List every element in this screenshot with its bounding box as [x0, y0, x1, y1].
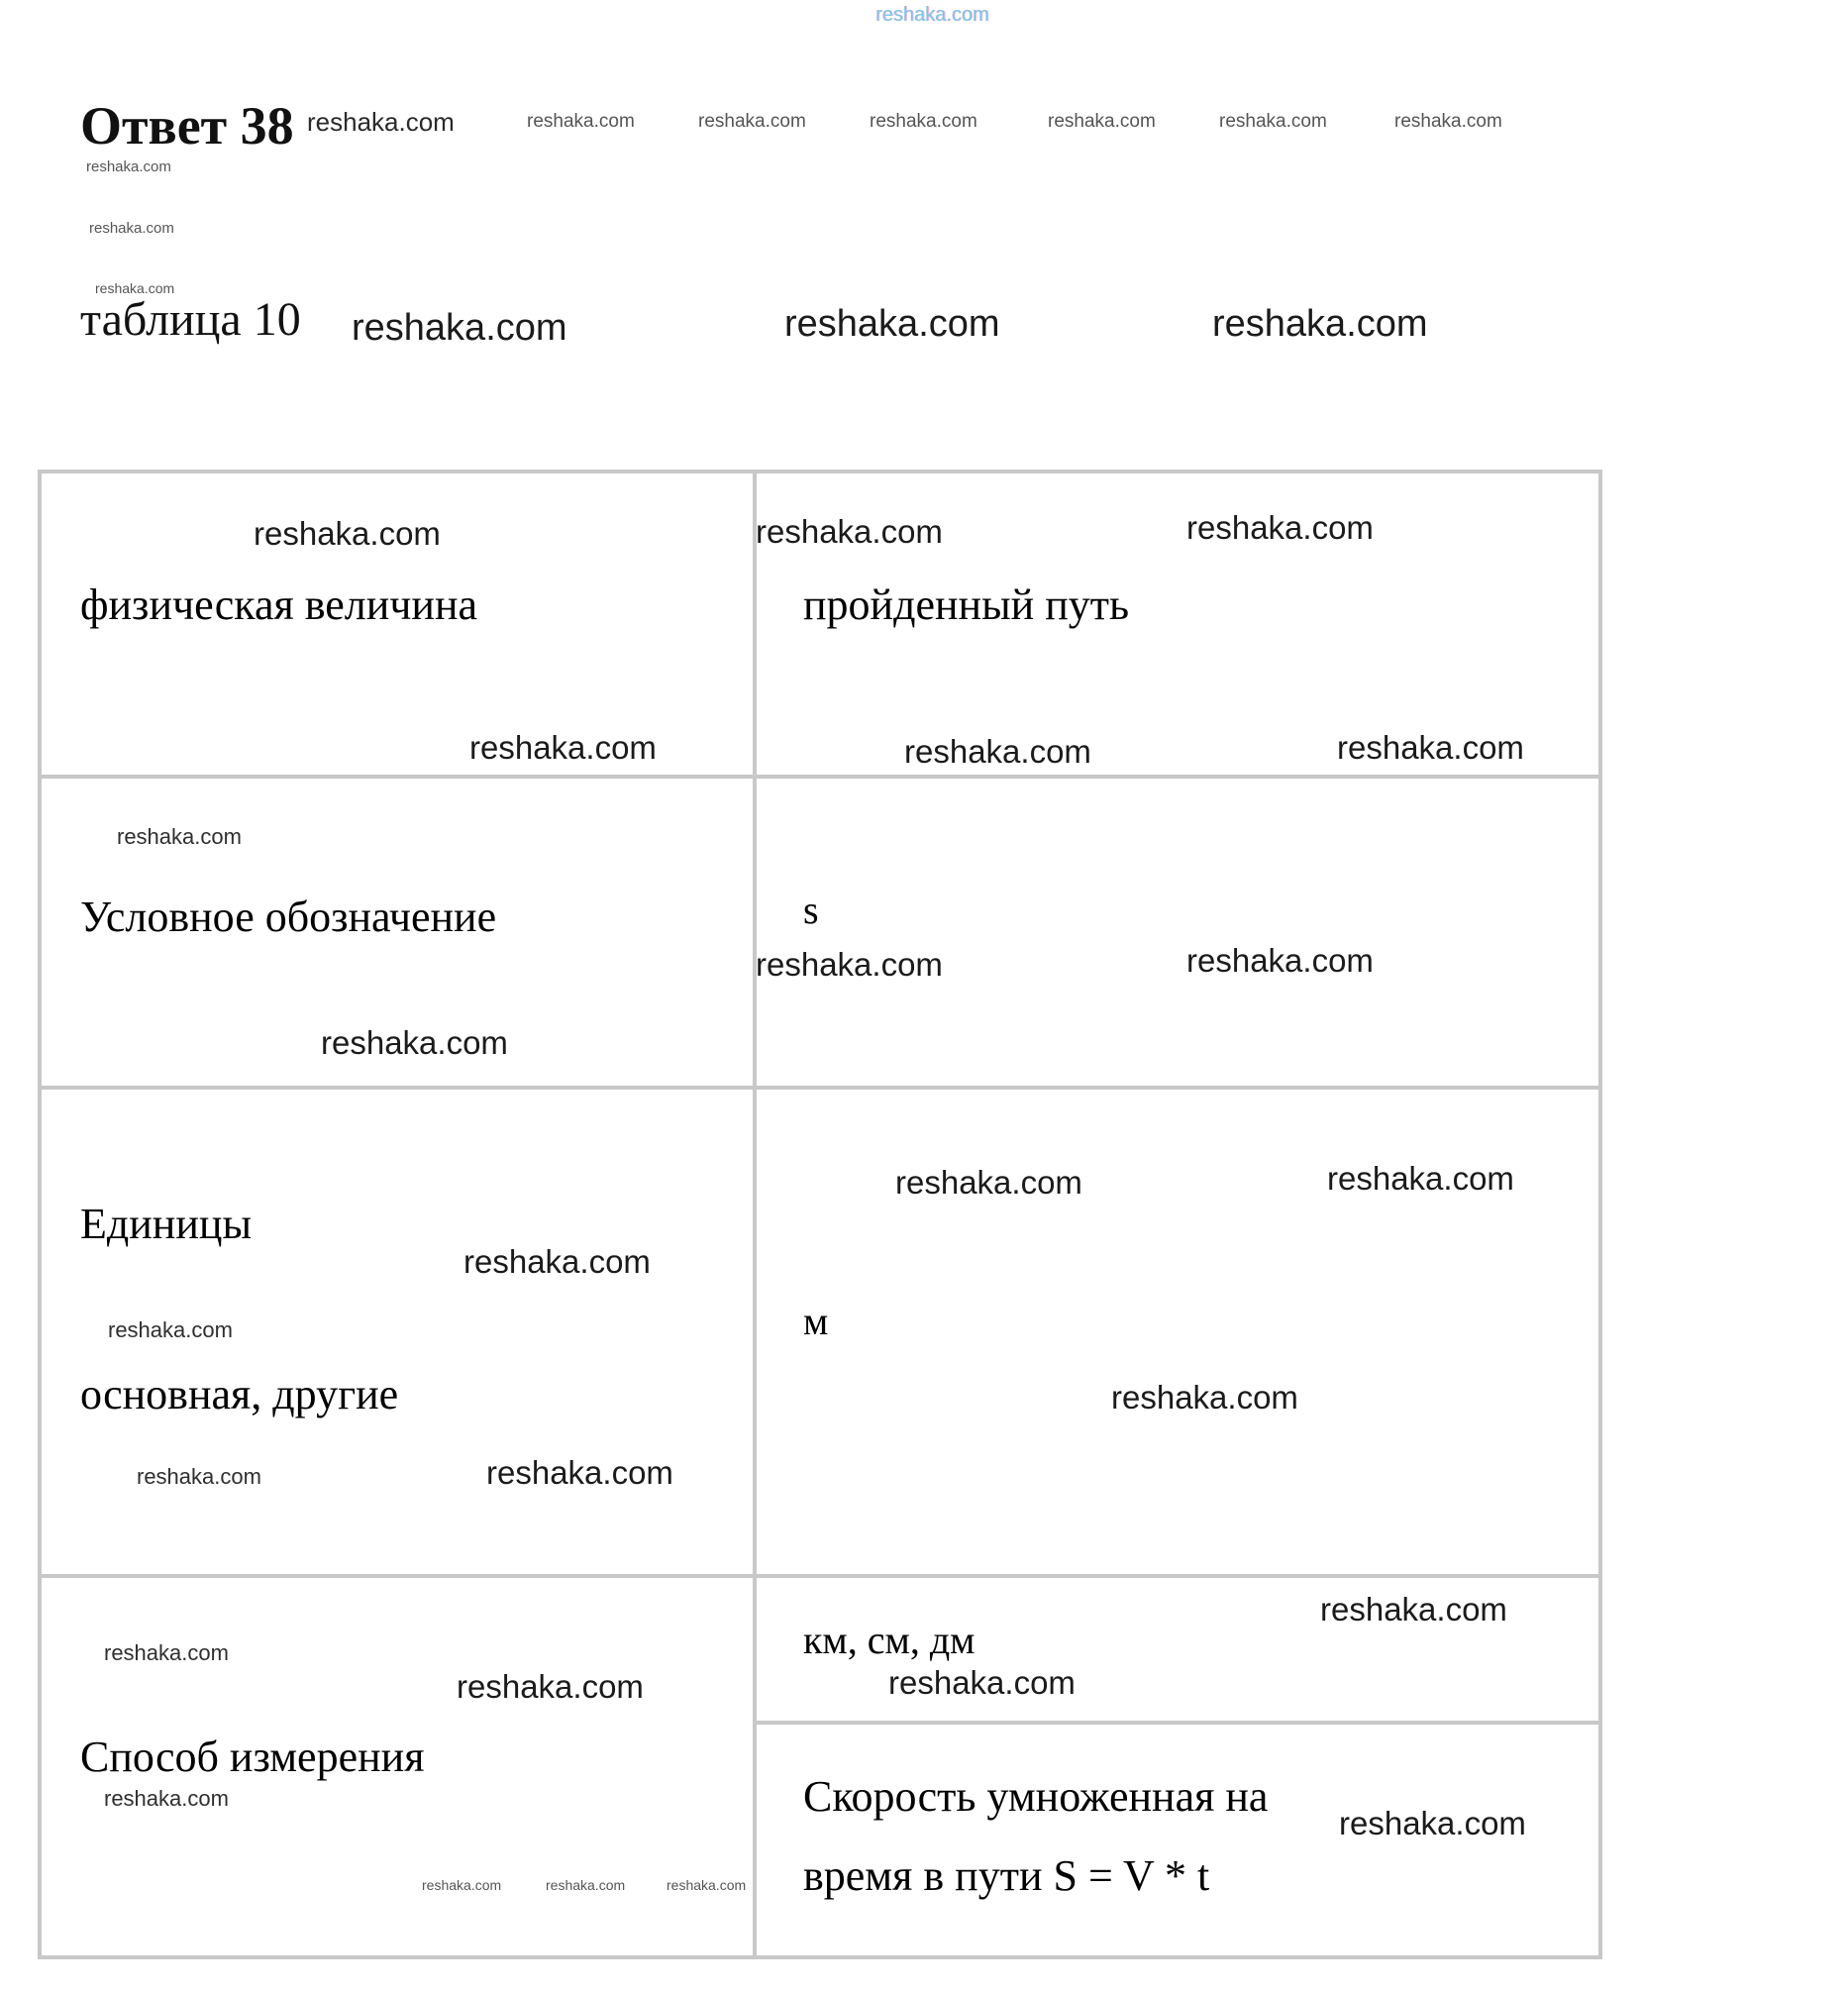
watermark: reshaka.com: [89, 220, 174, 237]
cell-units-sublabel: основная, другие: [80, 1370, 399, 1418]
watermark: reshaka.com: [1111, 1379, 1298, 1416]
watermark: reshaka.com: [527, 111, 635, 132]
watermark: reshaka.com: [457, 1668, 644, 1705]
watermark: reshaka.com: [137, 1464, 261, 1489]
watermark: reshaka.com: [1219, 111, 1327, 132]
watermark: reshaka.com: [422, 1877, 502, 1893]
watermark: reshaka.com: [104, 1640, 229, 1665]
watermark: reshaka.com: [904, 733, 1091, 770]
cell-physical-quantity: физическая величина: [80, 580, 478, 629]
table-row-divider-right-sub: [753, 1721, 1602, 1725]
watermark: reshaka.com: [117, 824, 242, 849]
table-row-divider-3: [38, 1574, 1602, 1578]
watermark: reshaka.com: [108, 1317, 233, 1342]
watermark: reshaka.com: [1337, 729, 1524, 766]
watermark: reshaka.com: [546, 1877, 626, 1893]
watermark: reshaka.com: [895, 1164, 1082, 1201]
watermark: reshaka.com: [888, 1664, 1076, 1701]
watermark-top-blue: reshaka.com: [875, 4, 989, 26]
cell-base-unit: м: [803, 1299, 829, 1343]
watermark: reshaka.com: [1320, 1591, 1507, 1628]
cell-symbol-label: Условное обозначение: [80, 892, 497, 941]
watermark: reshaka.com: [86, 158, 171, 175]
watermark: reshaka.com: [307, 107, 455, 137]
watermark: reshaka.com: [784, 303, 1000, 345]
watermark: reshaka.com: [1186, 942, 1374, 979]
watermark: reshaka.com: [756, 946, 943, 983]
watermark: reshaka.com: [756, 513, 943, 550]
cell-measurement-method-label: Способ измерения: [80, 1732, 425, 1781]
cell-measurement-formula-line1: Скорость умноженная на: [803, 1772, 1269, 1821]
watermark: reshaka.com: [254, 515, 441, 552]
watermark: reshaka.com: [1048, 111, 1156, 132]
watermark: reshaka.com: [1327, 1160, 1514, 1197]
table-vertical-divider: [753, 470, 757, 1959]
watermark: reshaka.com: [1394, 111, 1502, 132]
watermark: reshaka.com: [104, 1786, 229, 1811]
watermark: reshaka.com: [698, 111, 806, 132]
watermark: reshaka.com: [667, 1877, 747, 1893]
watermark: reshaka.com: [1212, 303, 1428, 345]
watermark: reshaka.com: [463, 1243, 651, 1280]
watermark: reshaka.com: [1339, 1805, 1526, 1841]
watermark: reshaka.com: [1186, 509, 1374, 546]
watermark: reshaka.com: [486, 1454, 673, 1491]
watermark: reshaka.com: [352, 307, 567, 349]
cell-symbol-value: s: [803, 888, 819, 932]
cell-measurement-formula-line2: время в пути S = V * t: [803, 1851, 1210, 1900]
table-row-divider-1: [38, 775, 1602, 779]
table-caption: таблица 10: [80, 293, 301, 346]
cell-path-travelled: пройденный путь: [803, 580, 1130, 629]
cell-units-label: Единицы: [80, 1200, 253, 1248]
page-title: Ответ 38: [80, 96, 294, 156]
table-row-divider-2: [38, 1086, 1602, 1090]
watermark: reshaka.com: [870, 111, 977, 132]
cell-other-units: км, см, дм: [803, 1618, 975, 1662]
watermark: reshaka.com: [95, 280, 175, 296]
watermark: reshaka.com: [469, 729, 657, 766]
watermark: reshaka.com: [321, 1024, 508, 1061]
